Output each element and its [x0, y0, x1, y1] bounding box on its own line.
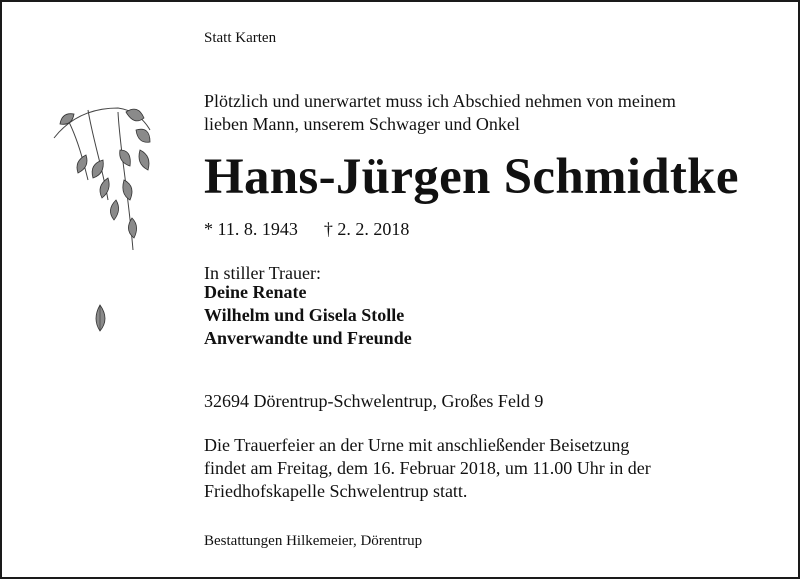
mourner-name: Deine Renate — [204, 282, 307, 302]
address: 32694 Dörentrup-Schwelentrup, Großes Feld 9 — [204, 391, 544, 411]
ceremony-line-2: findet am Freitag, dem 16. Februar 2018, um 11.00 Uhr in der — [204, 458, 651, 478]
intro-line-1: Plötzlich und unerwartet muss ich Abschied nehmen von meinem — [204, 91, 676, 111]
ceremony-line-1: Die Trauerfeier an der Urne mit anschließender Beisetzung — [204, 435, 630, 455]
funeral-home: Bestattungen Hilkemeier, Dörentrup — [204, 533, 423, 549]
statt-karten-label: Statt Karten — [204, 30, 277, 46]
life-dates — [204, 218, 409, 241]
death-date: † 2. 2. 2018 — [323, 219, 410, 239]
mourners-heading: In stiller Trauer: — [204, 263, 321, 283]
birch-branch-icon — [48, 100, 168, 350]
birth-date: * 11. 8. 1943 — [204, 219, 298, 239]
mourner-name: Wilhelm und Gisela Stolle — [204, 305, 405, 325]
ceremony-line-3: Friedhofskapelle Schwelentrup statt. — [204, 481, 468, 501]
intro-line-2: lieben Mann, unserem Schwager und Onkel — [204, 114, 520, 134]
mourner-name: Anverwandte und Freunde — [204, 328, 412, 348]
deceased-name: Hans-Jürgen Schmidtke — [204, 149, 739, 205]
